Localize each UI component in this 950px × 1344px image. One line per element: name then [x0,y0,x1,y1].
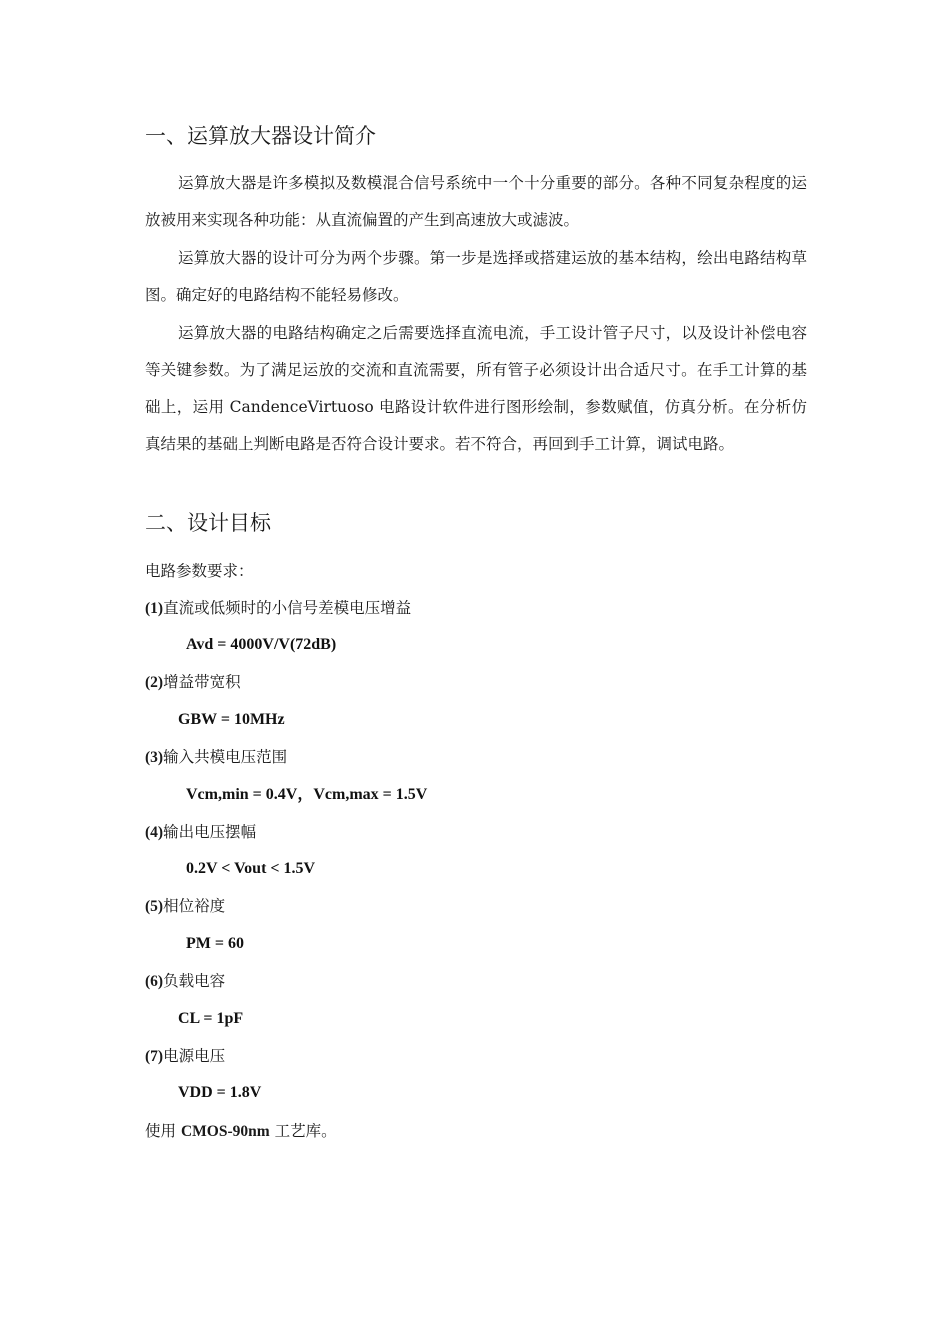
section-1-title: 一、运算放大器设计简介 [145,124,376,148]
section-1-paragraph-3: 运算放大器的电路结构确定之后需要选择直流电流，手工设计管子尺寸，以及设计补偿电容等关键参数。为了满足运放的交流和直流需要，所有管子必须设计出合适尺寸。在手工计算的基础上，运用 CandenceVirtuoso 电路设计软件进行图形绘制，参数赋值，仿真分析。在分析仿真结果的基础上判断电路是否符合设计要求。若不符合，再回到手工计算，调试电路。 [145,324,807,453]
requirement-label: 输出电压摆幅 [163,823,257,841]
section-1-paragraph-2: 运算放大器的设计可分为两个步骤。第一步是选择或搭建运放的基本结构，绘出电路结构草图。确定好的电路结构不能轻易修改。 [145,249,807,304]
requirement-formula-7: VDD = 1.8V [178,1084,262,1101]
requirement-label: 增益带宽积 [163,673,241,691]
requirement-number: (1) [145,600,164,617]
note-suffix: 工艺库。 [269,1122,337,1140]
requirement-label: 负载电容 [163,972,226,990]
requirement-number: (3) [145,749,164,766]
requirement-number: (7) [145,1048,164,1065]
requirement-number: (5) [145,898,164,915]
section-1-paragraph-1: 运算放大器是许多模拟及数模混合信号系统中一个十分重要的部分。各种不同复杂程度的运放被用来实现各种功能：从直流偏置的产生到高速放大或滤波。 [145,174,807,229]
requirement-number: (6) [145,973,164,990]
requirement-label: 相位裕度 [163,897,226,915]
requirement-item-5 [145,894,225,919]
requirement-formula-5: PM = 60 [186,935,244,952]
requirement-item-1 [145,596,411,621]
requirement-label: 直流或低频时的小信号差模电压增益 [163,599,412,617]
requirement-item-6 [145,969,225,994]
requirement-formula-2: GBW = 10MHz [178,711,285,728]
process-library-note [145,1119,337,1144]
requirement-formula-4: 0.2V < Vout < 1.5V [186,860,316,877]
requirement-number: (2) [145,674,164,691]
requirement-formula-3: Vcm,min = 0.4V，Vcm,max = 1.5V [186,786,428,803]
requirement-number: (4) [145,824,164,841]
requirement-label: 电源电压 [163,1047,226,1065]
note-prefix: 使用 [145,1122,181,1140]
requirement-formula-6: CL = 1pF [178,1010,244,1027]
requirement-item-7 [145,1044,225,1069]
requirement-item-4 [145,820,256,845]
note-process-name: CMOS-90nm [180,1123,270,1140]
requirement-item-2 [145,670,241,695]
requirement-item-3 [145,745,287,770]
requirement-label: 输入共模电压范围 [163,748,288,766]
section-2-title: 二、设计目标 [145,511,271,535]
requirements-intro: 电路参数要求： [145,562,254,580]
requirement-formula-1: Avd = 4000V/V(72dB) [186,636,337,653]
